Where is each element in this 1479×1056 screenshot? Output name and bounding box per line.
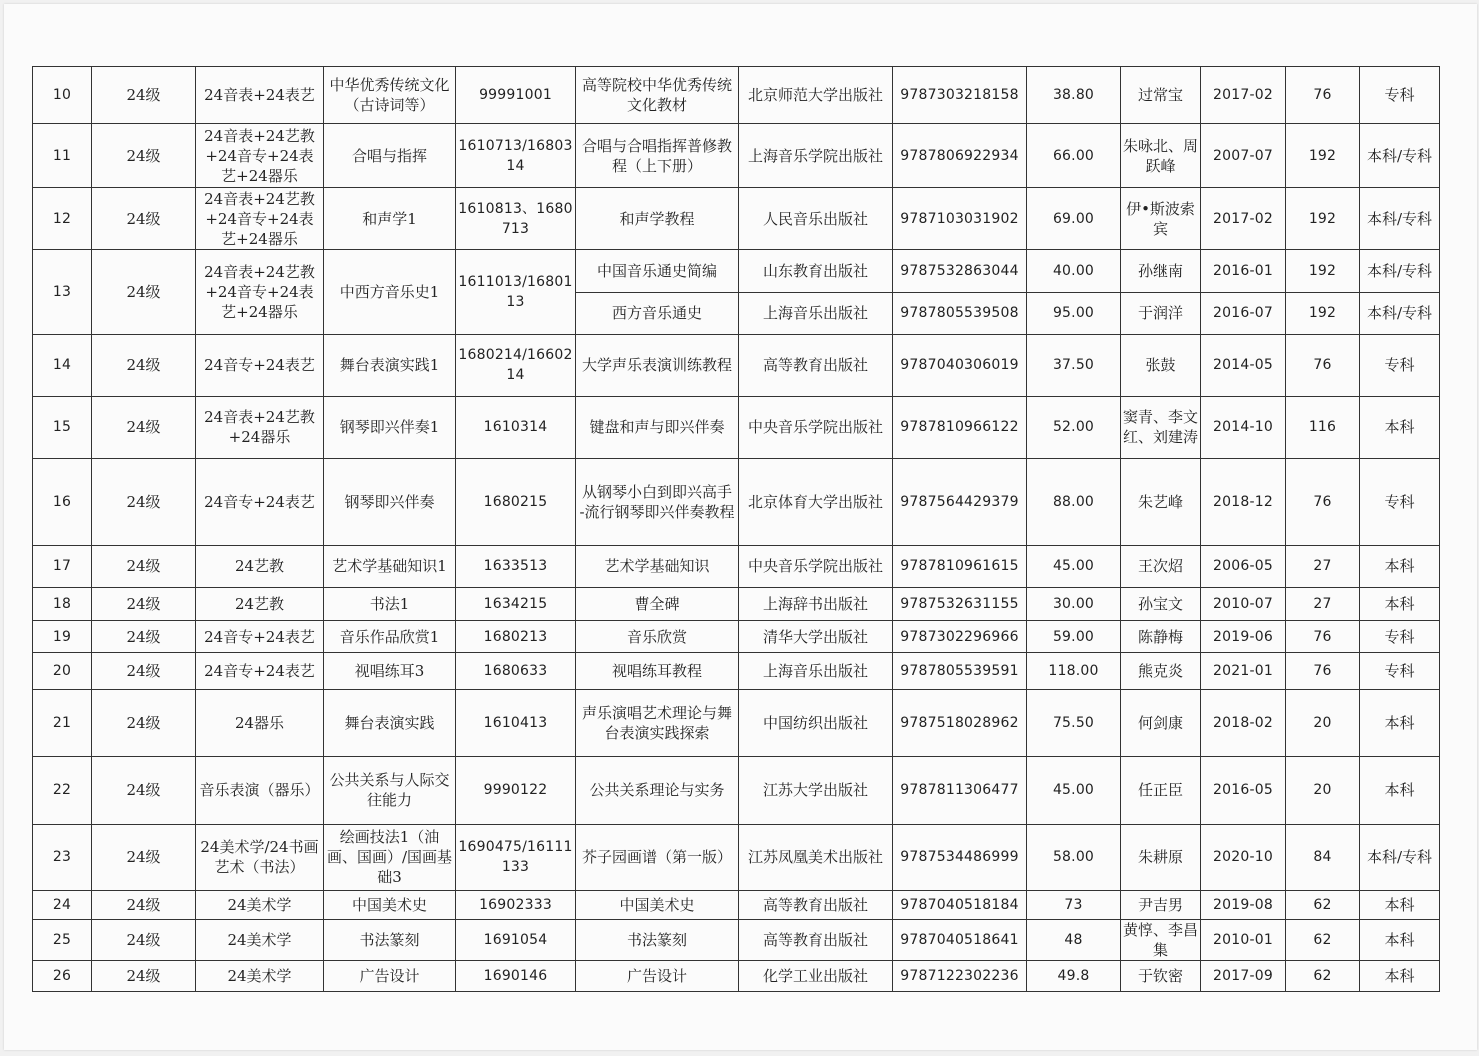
grade-cell: 24级 [92,824,196,890]
book-title-cell: 高等院校中华优秀传统文化教材 [576,67,739,124]
publisher-cell: 江苏凤凰美术出版社 [739,824,893,890]
grade-cell: 24级 [92,124,196,188]
course-code-cell: 1610813、1680713 [456,188,576,250]
level-cell: 本科/专科 [1360,250,1440,293]
seq-cell: 10 [33,67,92,124]
seq-cell: 20 [33,653,92,690]
book-title-cell: 曹全碑 [576,588,739,621]
quantity-cell: 84 [1286,824,1360,890]
course-code-cell: 1680633 [456,653,576,690]
pub-date-cell: 2017-09 [1201,960,1286,991]
pub-date-cell: 2016-01 [1201,250,1286,293]
seq-cell: 19 [33,621,92,653]
course-code-cell: 1633513 [456,545,576,587]
publisher-cell: 中国纺织出版社 [739,690,893,757]
quantity-cell: 192 [1286,188,1360,250]
price-cell: 30.00 [1027,588,1121,621]
book-title-cell: 书法篆刻 [576,919,739,960]
publisher-cell: 上海辞书出版社 [739,588,893,621]
level-cell: 本科/专科 [1360,124,1440,188]
quantity-cell: 62 [1286,960,1360,991]
course-code-cell: 1634215 [456,588,576,621]
grade-cell: 24级 [92,919,196,960]
table-row [33,67,1440,124]
pub-date-cell: 2018-02 [1201,690,1286,757]
publisher-cell: 高等教育出版社 [739,919,893,960]
pub-date-cell: 2006-05 [1201,545,1286,587]
course-code-cell: 1680214/1660214 [456,334,576,396]
publisher-cell: 上海音乐出版社 [739,293,893,334]
level-cell: 本科 [1360,396,1440,458]
level-cell: 专科 [1360,621,1440,653]
book-title-cell: 艺术学基础知识 [576,545,739,587]
major-cell: 24音表+24艺教+24音专+24表艺+24器乐 [196,250,324,334]
seq-cell: 16 [33,458,92,545]
price-cell: 73 [1027,890,1121,919]
table-row [33,960,1440,991]
seq-cell: 21 [33,690,92,757]
table-row [33,396,1440,458]
publisher-cell: 北京体育大学出版社 [739,458,893,545]
major-cell: 24音表+24艺教+24音专+24表艺+24器乐 [196,188,324,250]
price-cell: 40.00 [1027,250,1121,293]
seq-cell: 15 [33,396,92,458]
author-cell: 于润洋 [1121,293,1201,334]
quantity-cell: 20 [1286,757,1360,824]
major-cell: 24美术学 [196,890,324,919]
grade-cell: 24级 [92,690,196,757]
quantity-cell: 76 [1286,67,1360,124]
major-cell: 音乐表演（器乐） [196,757,324,824]
isbn-cell: 9787303218158 [893,67,1027,124]
grade-cell: 24级 [92,545,196,587]
course-code-cell: 1611013/1680113 [456,250,576,334]
major-cell: 24音表+24艺教+24器乐 [196,396,324,458]
table-body [33,67,1440,992]
book-title-cell: 音乐欣赏 [576,621,739,653]
quantity-cell: 20 [1286,690,1360,757]
table-row [33,824,1440,890]
course-cell: 公共关系与人际交往能力 [324,757,456,824]
seq-cell: 13 [33,250,92,334]
book-title-cell: 大学声乐表演训练教程 [576,334,739,396]
isbn-cell: 9787534486999 [893,824,1027,890]
grade-cell: 24级 [92,960,196,991]
course-code-cell: 1610413 [456,690,576,757]
publisher-cell: 山东教育出版社 [739,250,893,293]
price-cell: 59.00 [1027,621,1121,653]
pub-date-cell: 2010-07 [1201,588,1286,621]
author-cell: 孙继南 [1121,250,1201,293]
course-code-cell: 1610713/1680314 [456,124,576,188]
isbn-cell: 9787805539591 [893,653,1027,690]
pub-date-cell: 2014-05 [1201,334,1286,396]
grade-cell: 24级 [92,890,196,919]
price-cell: 45.00 [1027,757,1121,824]
grade-cell: 24级 [92,334,196,396]
quantity-cell: 76 [1286,458,1360,545]
author-cell: 任正臣 [1121,757,1201,824]
isbn-cell: 9787810961615 [893,545,1027,587]
course-code-cell: 1680215 [456,458,576,545]
level-cell: 专科 [1360,334,1440,396]
price-cell: 52.00 [1027,396,1121,458]
level-cell: 本科 [1360,890,1440,919]
isbn-cell: 9787532863044 [893,250,1027,293]
price-cell: 45.00 [1027,545,1121,587]
grade-cell: 24级 [92,250,196,334]
pub-date-cell: 2007-07 [1201,124,1286,188]
course-code-cell: 1690475/16111133 [456,824,576,890]
grade-cell: 24级 [92,188,196,250]
isbn-cell: 9787805539508 [893,293,1027,334]
course-code-cell: 16902333 [456,890,576,919]
table-row [33,890,1440,919]
author-cell: 熊克炎 [1121,653,1201,690]
scanned-page [4,4,1477,1050]
author-cell: 过常宝 [1121,67,1201,124]
table-row [33,250,1440,293]
table-row [33,458,1440,545]
publisher-cell: 江苏大学出版社 [739,757,893,824]
course-cell: 舞台表演实践1 [324,334,456,396]
quantity-cell: 192 [1286,124,1360,188]
pub-date-cell: 2017-02 [1201,188,1286,250]
quantity-cell: 76 [1286,621,1360,653]
pub-date-cell: 2019-08 [1201,890,1286,919]
book-title-cell: 合唱与合唱指挥普修教程（上下册） [576,124,739,188]
quantity-cell: 76 [1286,653,1360,690]
author-cell: 伊•斯波索宾 [1121,188,1201,250]
publisher-cell: 人民音乐出版社 [739,188,893,250]
major-cell: 24音专+24表艺 [196,653,324,690]
publisher-cell: 中央音乐学院出版社 [739,545,893,587]
book-title-cell: 公共关系理论与实务 [576,757,739,824]
author-cell: 窦青、李文红、刘建涛 [1121,396,1201,458]
level-cell: 本科 [1360,690,1440,757]
author-cell: 陈静梅 [1121,621,1201,653]
price-cell: 49.8 [1027,960,1121,991]
price-cell: 66.00 [1027,124,1121,188]
course-cell: 合唱与指挥 [324,124,456,188]
grade-cell: 24级 [92,588,196,621]
quantity-cell: 27 [1286,545,1360,587]
course-code-cell: 9990122 [456,757,576,824]
book-title-cell: 芥子园画谱（第一版） [576,824,739,890]
book-title-cell: 从钢琴小白到即兴高手 -流行钢琴即兴伴奏教程 [576,458,739,545]
pub-date-cell: 2019-06 [1201,621,1286,653]
quantity-cell: 62 [1286,919,1360,960]
publisher-cell: 高等教育出版社 [739,890,893,919]
author-cell: 孙宝文 [1121,588,1201,621]
price-cell: 95.00 [1027,293,1121,334]
grade-cell: 24级 [92,458,196,545]
isbn-cell: 9787806922934 [893,124,1027,188]
quantity-cell: 192 [1286,293,1360,334]
grade-cell: 24级 [92,653,196,690]
book-title-cell: 键盘和声与即兴伴奏 [576,396,739,458]
pub-date-cell: 2017-02 [1201,67,1286,124]
course-cell: 艺术学基础知识1 [324,545,456,587]
seq-cell: 25 [33,919,92,960]
book-title-cell: 和声学教程 [576,188,739,250]
pub-date-cell: 2014-10 [1201,396,1286,458]
seq-cell: 14 [33,334,92,396]
level-cell: 本科 [1360,960,1440,991]
course-cell: 中国美术史 [324,890,456,919]
course-cell: 钢琴即兴伴奏1 [324,396,456,458]
price-cell: 48 [1027,919,1121,960]
major-cell: 24音表+24艺教+24音专+24表艺+24器乐 [196,124,324,188]
course-code-cell: 1680213 [456,621,576,653]
course-cell: 音乐作品欣赏1 [324,621,456,653]
major-cell: 24音表+24表艺 [196,67,324,124]
level-cell: 本科/专科 [1360,824,1440,890]
seq-cell: 12 [33,188,92,250]
pub-date-cell: 2018-12 [1201,458,1286,545]
author-cell: 朱艺峰 [1121,458,1201,545]
table-row [33,588,1440,621]
course-cell: 舞台表演实践 [324,690,456,757]
publisher-cell: 化学工业出版社 [739,960,893,991]
isbn-cell: 9787811306477 [893,757,1027,824]
author-cell: 尹吉男 [1121,890,1201,919]
pub-date-cell: 2016-05 [1201,757,1286,824]
course-code-cell: 1610314 [456,396,576,458]
author-cell: 黄惇、李昌集 [1121,919,1201,960]
major-cell: 24音专+24表艺 [196,621,324,653]
price-cell: 37.50 [1027,334,1121,396]
course-cell: 和声学1 [324,188,456,250]
course-code-cell: 1691054 [456,919,576,960]
isbn-cell: 9787518028962 [893,690,1027,757]
level-cell: 本科 [1360,588,1440,621]
course-cell: 书法1 [324,588,456,621]
quantity-cell: 62 [1286,890,1360,919]
course-code-cell: 1690146 [456,960,576,991]
major-cell: 24美术学/24书画艺术（书法） [196,824,324,890]
seq-cell: 26 [33,960,92,991]
grade-cell: 24级 [92,67,196,124]
table-row [33,621,1440,653]
level-cell: 本科/专科 [1360,293,1440,334]
quantity-cell: 192 [1286,250,1360,293]
isbn-cell: 9787040518641 [893,919,1027,960]
level-cell: 专科 [1360,653,1440,690]
quantity-cell: 27 [1286,588,1360,621]
course-cell: 中华优秀传统文化（古诗词等） [324,67,456,124]
author-cell: 何剑康 [1121,690,1201,757]
pub-date-cell: 2020-10 [1201,824,1286,890]
seq-cell: 24 [33,890,92,919]
textbook-table [32,66,1440,992]
publisher-cell: 中央音乐学院出版社 [739,396,893,458]
isbn-cell: 9787040306019 [893,334,1027,396]
table-row [33,757,1440,824]
level-cell: 本科 [1360,757,1440,824]
quantity-cell: 116 [1286,396,1360,458]
major-cell: 24艺教 [196,588,324,621]
level-cell: 专科 [1360,67,1440,124]
major-cell: 24艺教 [196,545,324,587]
pub-date-cell: 2016-07 [1201,293,1286,334]
isbn-cell: 9787532631155 [893,588,1027,621]
isbn-cell: 9787810966122 [893,396,1027,458]
table-row [33,653,1440,690]
price-cell: 38.80 [1027,67,1121,124]
isbn-cell: 9787122302236 [893,960,1027,991]
pub-date-cell: 2021-01 [1201,653,1286,690]
grade-cell: 24级 [92,621,196,653]
table-row [33,690,1440,757]
level-cell: 专科 [1360,458,1440,545]
quantity-cell: 76 [1286,334,1360,396]
author-cell: 朱耕原 [1121,824,1201,890]
major-cell: 24音专+24表艺 [196,334,324,396]
seq-cell: 17 [33,545,92,587]
level-cell: 本科 [1360,919,1440,960]
table-row [33,188,1440,250]
book-title-cell: 西方音乐通史 [576,293,739,334]
publisher-cell: 高等教育出版社 [739,334,893,396]
isbn-cell: 9787103031902 [893,188,1027,250]
pub-date-cell: 2010-01 [1201,919,1286,960]
price-cell: 75.50 [1027,690,1121,757]
major-cell: 24美术学 [196,919,324,960]
author-cell: 张鼓 [1121,334,1201,396]
course-cell: 中西方音乐史1 [324,250,456,334]
publisher-cell: 上海音乐出版社 [739,653,893,690]
author-cell: 王次炤 [1121,545,1201,587]
book-title-cell: 声乐演唱艺术理论与舞台表演实践探索 [576,690,739,757]
price-cell: 58.00 [1027,824,1121,890]
seq-cell: 23 [33,824,92,890]
isbn-cell: 9787564429379 [893,458,1027,545]
price-cell: 88.00 [1027,458,1121,545]
author-cell: 于钦密 [1121,960,1201,991]
grade-cell: 24级 [92,757,196,824]
course-cell: 视唱练耳3 [324,653,456,690]
major-cell: 24音专+24表艺 [196,458,324,545]
grade-cell: 24级 [92,396,196,458]
major-cell: 24器乐 [196,690,324,757]
course-cell: 广告设计 [324,960,456,991]
price-cell: 69.00 [1027,188,1121,250]
book-title-cell: 中国美术史 [576,890,739,919]
table-row [33,124,1440,188]
seq-cell: 18 [33,588,92,621]
publisher-cell: 清华大学出版社 [739,621,893,653]
level-cell: 本科 [1360,545,1440,587]
price-cell: 118.00 [1027,653,1121,690]
book-title-cell: 中国音乐通史简编 [576,250,739,293]
course-code-cell: 99991001 [456,67,576,124]
course-cell: 绘画技法1（油画、国画）/国画基础3 [324,824,456,890]
publisher-cell: 上海音乐学院出版社 [739,124,893,188]
author-cell: 朱咏北、周跃峰 [1121,124,1201,188]
table-row [33,334,1440,396]
publisher-cell: 北京师范大学出版社 [739,67,893,124]
course-cell: 书法篆刻 [324,919,456,960]
seq-cell: 22 [33,757,92,824]
major-cell: 24美术学 [196,960,324,991]
table-row [33,919,1440,960]
isbn-cell: 9787302296966 [893,621,1027,653]
book-title-cell: 视唱练耳教程 [576,653,739,690]
book-title-cell: 广告设计 [576,960,739,991]
isbn-cell: 9787040518184 [893,890,1027,919]
seq-cell: 11 [33,124,92,188]
course-cell: 钢琴即兴伴奏 [324,458,456,545]
level-cell: 本科/专科 [1360,188,1440,250]
table-row [33,545,1440,587]
